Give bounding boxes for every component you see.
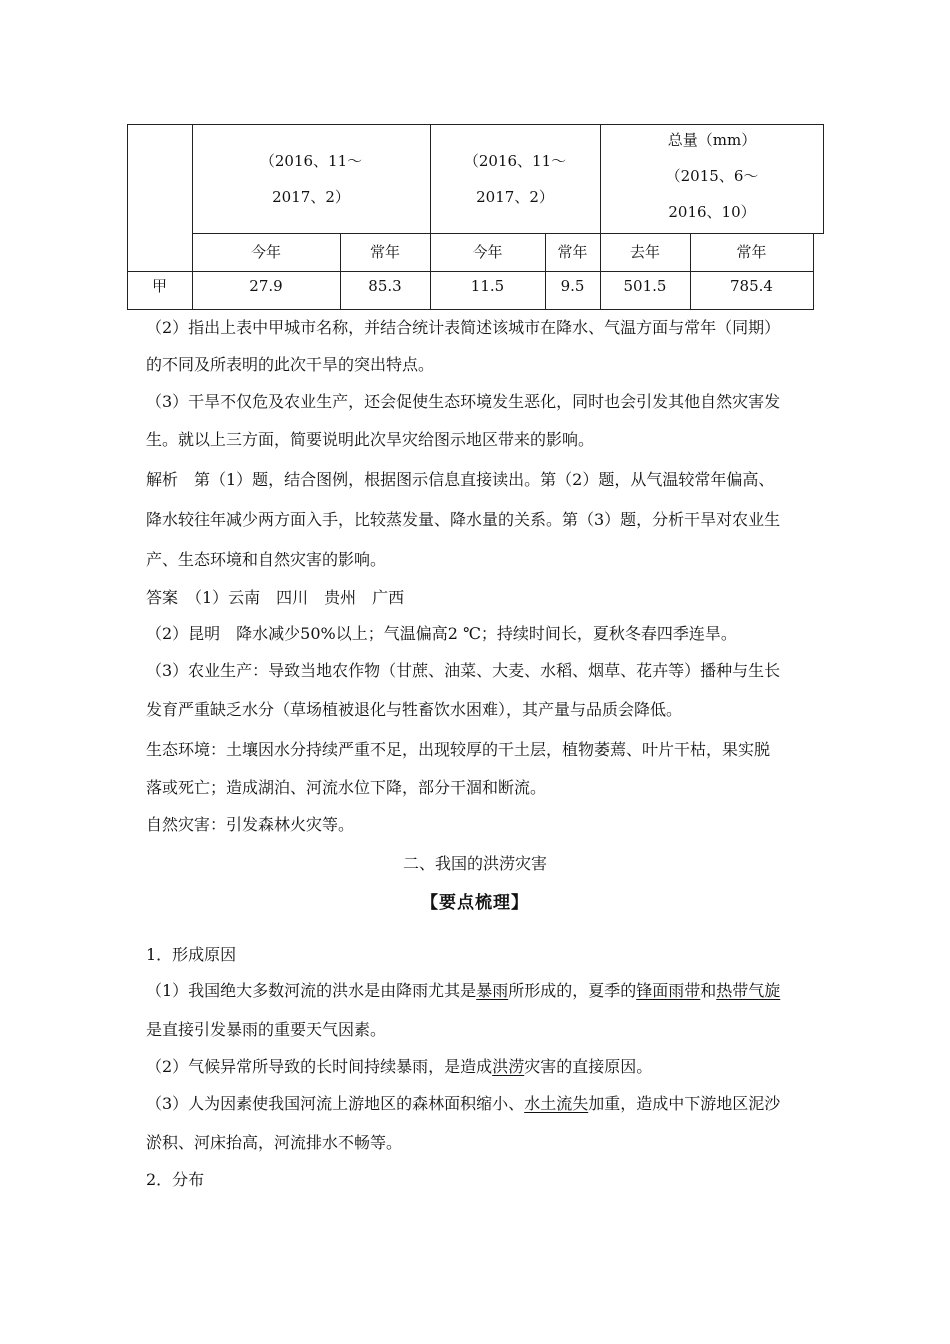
section-title: 二、我国的洪涝灾害 (402, 854, 547, 873)
keyword-soil-erosion: 水土流失 (524, 1094, 589, 1113)
ecology-line-1: 生态环境：土壤因水分持续严重不足，出现较厚的干土层，植物萎蔫、叶片干枯，果实脱 (146, 740, 771, 759)
cause-3-line-1 (146, 1094, 780, 1114)
period-1-line-2: 2017、2） (272, 188, 350, 206)
period-1-line-1: （2016、11～ (259, 152, 363, 170)
table-border-right-lower (813, 233, 814, 310)
cause-1-line-1 (146, 981, 780, 1001)
table-border-bottom (127, 309, 814, 310)
row-value-5: 501.5 (623, 277, 667, 295)
drought-data-table (0, 0, 950, 320)
row-value-2: 85.3 (368, 277, 402, 295)
analysis-line-3: 产、生态环境和自然灾害的影响。 (146, 550, 387, 569)
answer-3-line-1: （3）农业生产：导致当地农作物（甘蔗、油菜、大麦、水稻、烟草、花卉等）播种与生长 (146, 661, 781, 680)
subheader-this-year-1: 今年 (250, 243, 281, 261)
question-3-line-2: 生。就以上三方面，简要说明此次旱灾给图示地区带来的影响。 (146, 430, 595, 449)
row-value-1: 27.9 (249, 277, 283, 295)
period-2-line-2: 2017、2） (476, 188, 554, 206)
question-2-line-1: （2）指出上表中甲城市名称，并结合统计表简述该城市在降水、气温方面与常年（同期） (146, 318, 781, 337)
key-points-title: 【要点梳理】 (421, 893, 529, 913)
natural-disaster-line: 自然灾害：引发森林火灾等。 (146, 815, 355, 834)
row-label-jia: 甲 (151, 277, 167, 295)
table-header-total (600, 119, 824, 233)
cause-2-text-a: （2）气候异常所导致的长时间持续暴雨，是造成 (146, 1057, 493, 1076)
row-value-4: 9.5 (560, 277, 585, 295)
heading-formation-cause: 1．形成原因 (146, 945, 237, 964)
subheader-last-year: 去年 (629, 243, 660, 261)
cause-3-text-b: 加重，造成中下游地区泥沙 (588, 1094, 781, 1113)
subheader-this-year-2: 今年 (472, 243, 503, 261)
row-value-3: 11.5 (470, 277, 505, 295)
cause-1-text-a: （1）我国绝大多数河流的洪水是由降雨尤其是 (146, 981, 477, 1000)
cause-2-text-b: 灾害的直接原因。 (524, 1057, 653, 1076)
keyword-tropical-cyclone: 热带气旋 (716, 981, 781, 1000)
answer-3-line-2: 发育严重缺乏水分（草场植被退化与牲畜饮水困难），其产量与品质会降低。 (146, 700, 683, 719)
keyword-flood: 洪涝 (492, 1057, 525, 1076)
subheader-normal-year-1: 常年 (369, 243, 400, 261)
cause-1-line-2: 是直接引发暴雨的重要天气因素。 (146, 1020, 387, 1039)
analysis-line-2: 降水较往年减少两方面入手，比较蒸发量、降水量的关系。第（3）题，分析干旱对农业生 (146, 510, 781, 529)
period-2-line-1: （2016、11～ (463, 152, 567, 170)
cause-3-line-2: 淤积、河床抬高，河流排水不畅等。 (146, 1133, 403, 1152)
total-header-line-1: 总量（mm） (667, 131, 757, 149)
answer-1: 答案 （1）云南 四川 贵州 广西 (146, 588, 405, 607)
keyword-rainstorm: 暴雨 (476, 981, 509, 1000)
ecology-line-2: 落或死亡；造成湖泊、河流水位下降，部分干涸和断流。 (146, 778, 547, 797)
keyword-frontal-rain-belt: 锋面雨带 (636, 981, 701, 1000)
cause-3-text-a: （3）人为因素使我国河流上游地区的森林面积缩小、 (146, 1094, 525, 1113)
table-header-period-1 (192, 125, 430, 233)
cause-1-text-b: 所形成的，夏季的 (508, 981, 637, 1000)
cause-1-text-c: 和 (700, 981, 717, 1000)
table-header-period-2 (430, 125, 600, 233)
subheader-normal-year-3: 常年 (736, 243, 767, 261)
question-2-line-2: 的不同及所表明的此次干旱的突出特点。 (146, 355, 435, 374)
question-3-line-1: （3）干旱不仅危及农业生产，还会促使生态环境发生恶化，同时也会引发其他自然灾害发 (146, 392, 781, 411)
cause-2-line (146, 1057, 652, 1077)
row-value-6: 785.4 (730, 277, 773, 295)
total-header-line-3: 2016、10） (668, 203, 756, 221)
subheader-normal-year-2: 常年 (557, 243, 588, 261)
total-header-line-2: （2015、6～ (665, 167, 759, 185)
answer-2: （2）昆明 降水减少50%以上；气温偏高2 ℃；持续时间长，夏秋冬春四季连旱。 (146, 624, 737, 643)
analysis-line-1: 解析 第（1）题，结合图例，根据图示信息直接读出。第（2）题，从气温较常年偏高、 (146, 470, 775, 489)
heading-distribution: 2．分布 (146, 1170, 205, 1189)
